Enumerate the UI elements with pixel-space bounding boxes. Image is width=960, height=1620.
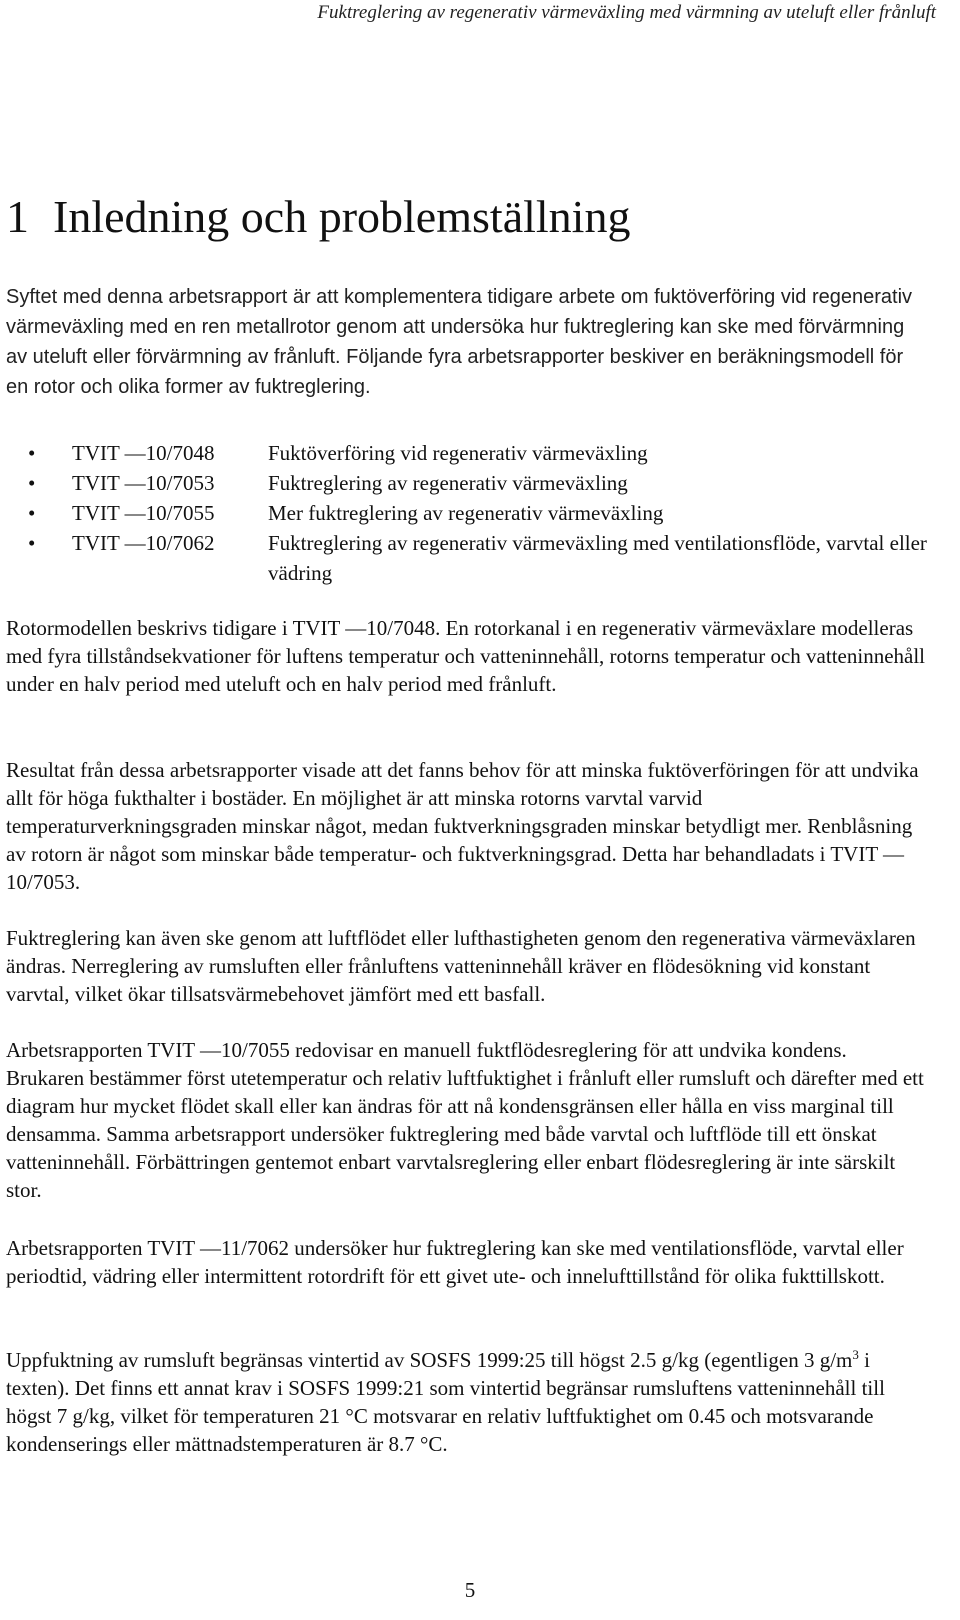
humidification-text-b: i texten). Det finns ett annat krav i SOSFS 1999:21 som vintertid begränsar rumsluftens vatteninnehåll till högst 7 g/kg, vilket för temperaturen 21 °C motsvarar en relativ luftfuktighet om 0.45 och motsvarande kondenserings eller mättnadstemperaturen är 8.7 °C. [6,1348,885,1456]
report-code: TVIT —10/7048 [72,441,215,465]
section-heading [6,190,630,243]
section-title: Inledning och problemställning [53,191,631,242]
bullet-icon: • [28,471,36,495]
paragraph-rotor-model: Rotormodellen beskrivs tidigare i TVIT —10/7048. En rotorkanal i en regenerativ värmeväxlare modelleras med fyra tillståndsekvationer för luftens temperatur och vatteninnehåll, rotorns temperatur och vatteninnehåll under en halv period med uteluft och en halv period med frånluft. [6,616,926,696]
running-header: Fuktreglering av regenerativ värmeväxling med värmning av uteluft eller frånluft [317,2,936,23]
report-title: Fuktreglering av regenerativ värmeväxling med ventilationsflöde, varvtal eller vädring [268,531,927,585]
paragraph-report-7062: Arbetsrapporten TVIT —11/7062 undersöker hur fuktreglering kan ske med ventilationsflöde, varvtal eller periodtid, vädring eller intermittent rotordrift för ett givet ute- och innelufttillstånd för olika fukttillskott. [6,1236,904,1288]
section-number: 1 [6,191,29,242]
report-title: Fuktreglering av regenerativ värmeväxling [268,471,628,495]
list-item [6,498,930,528]
report-title: Fuktöverföring vid regenerativ värmeväxling [268,441,648,465]
superscript-three: 3 [852,1347,859,1362]
report-code: TVIT —10/7053 [72,471,215,495]
humidification-text-a: Uppfuktning av rumsluft begränsas vintertid av SOSFS 1999:25 till högst 2.5 g/kg (egentligen 3 g/m [6,1348,853,1372]
bullet-icon: • [28,531,36,555]
list-item [6,468,930,498]
paragraph-report-7055: Arbetsrapporten TVIT —10/7055 redovisar en manuell fuktflödesreglering för att undvika kondens. Brukaren bestämmer först utetemperatur och relativ luftfuktighet i frånluft eller rumsluft och därefter med ett diagram hur mycket flödet skall eller kan ändras för att nå kondensgränsen eller hålla en viss marginal till densamma. Samma arbetsrapport undersöker fuktreglering med både varvtal och luftflöde till ett önskat vatteninnehåll. Förbättringen gentemot enbart varvtalsreglering eller enbart flödesreglering är inte särskilt stor. [6,1038,924,1202]
paragraph-results: Resultat från dessa arbetsrapporter visade att det fanns behov för att minska fuktöverföringen för att undvika allt för höga fukthalter i bostäder. En möjlighet är att minska rotorns varvtal varvid temperaturverkningsgraden minskar något, medan fuktverkningsgraden minskar betydligt mer. Renblåsning av rotorn är något som minskar både temperatur- och fuktverkningsgrad. Detta har behandladats i TVIT —10/7053. [6,758,919,894]
bullet-icon: • [28,441,36,465]
paragraph-flow-control: Fuktreglering kan även ske genom att luftflödet eller lufthastigheten genom den regenerativa värmeväxlaren ändras. Nerreglering av rumsluften eller frånluftens vatteninnehåll kräver en flödesökning vid konstant varvtal, vilket ökar tillsatsvärmebehovet jämfört med ett basfall. [6,926,916,1006]
page-number: 5 [464,1578,476,1602]
report-code: TVIT —10/7055 [72,501,215,525]
list-item [6,438,930,468]
list-item [6,528,930,588]
intro-paragraph: Syftet med denna arbetsrapport är att komplementera tidigare arbete om fuktöverföring vid regenerativ värmeväxling med en ren metallrotor genom att undersöka hur fuktreglering kan ske med förvärmning av uteluft eller förvärmning av frånluft. Följande fyra arbetsrapporter beskiver en beräkningsmodell för en rotor och olika former av fuktreglering. [6,286,913,398]
report-code: TVIT —10/7062 [72,531,215,555]
bullet-icon: • [28,501,36,525]
report-list [6,438,930,588]
paragraph-humidification [6,1346,930,1458]
report-title: Mer fuktreglering av regenerativ värmeväxling [268,501,664,525]
